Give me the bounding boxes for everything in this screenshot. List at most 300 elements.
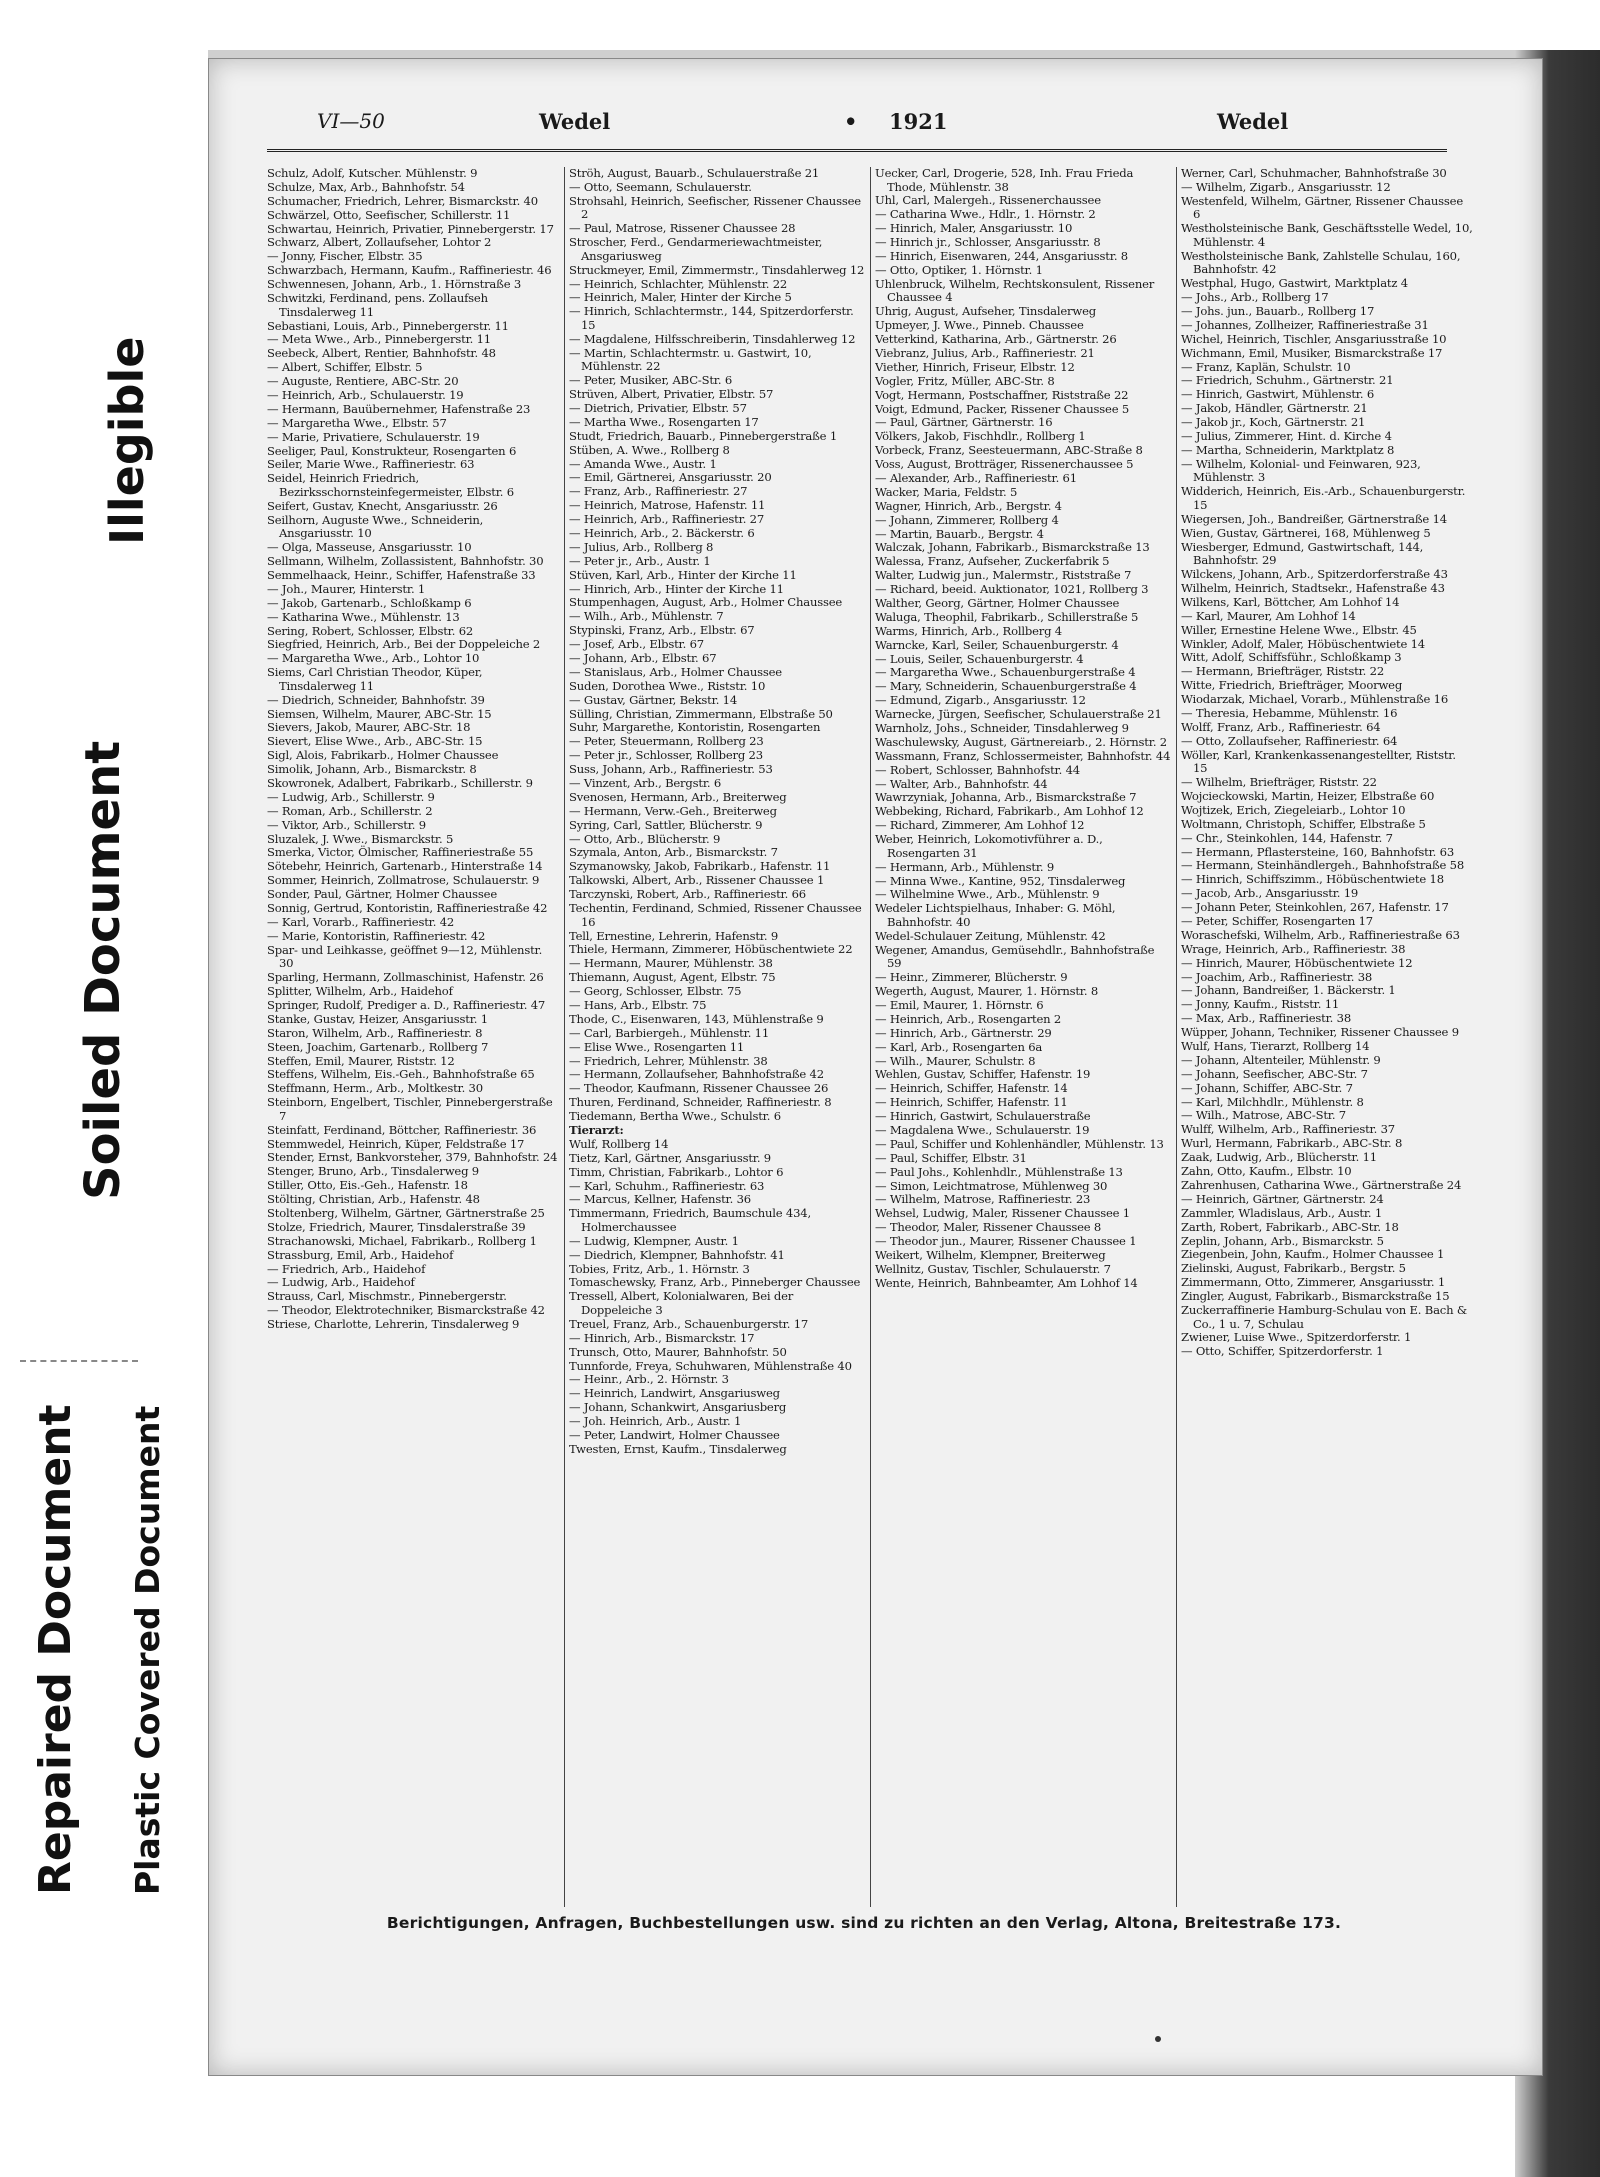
- directory-entry: Walessa, Franz, Aufseher, Zuckerfabrik 5: [875, 554, 1110, 569]
- directory-entry: — Hermann, Pflastersteine, 160, Bahnhofstr. 63: [1181, 844, 1455, 859]
- directory-entry: — Emil, Gärtnerei, Ansgariusstr. 20: [569, 470, 772, 485]
- directory-entry: Uhlenbruck, Wilhelm, Rechtskonsulent, Rissener Chaussee 4: [875, 276, 1155, 305]
- directory-entry: — Wilh., Maurer, Schulstr. 8: [875, 1053, 1036, 1068]
- directory-entry: Schwartau, Heinrich, Privatier, Pinnebergerstr. 17: [267, 221, 554, 236]
- directory-entry: Tell, Ernestine, Lehrerin, Hafenstr. 9: [569, 928, 779, 943]
- directory-entry: Sparling, Hermann, Zollmaschinist, Hafenstr. 26: [267, 970, 544, 985]
- directory-entry: — Julius, Arb., Rollberg 8: [569, 539, 714, 554]
- header-title-right: Wedel: [1217, 109, 1289, 134]
- directory-entry: — Albert, Schiffer, Elbstr. 5: [267, 360, 423, 375]
- directory-entry: Suden, Dorothea Wwe., Riststr. 10: [569, 678, 766, 693]
- directory-entry: Struckmeyer, Emil, Zimmermstr., Tinsdahlerweg 12: [569, 262, 865, 277]
- directory-entry: Svenosen, Hermann, Arb., Breiterweg: [569, 789, 787, 804]
- directory-entry: — Johann, Schiffer, ABC-Str. 7: [1181, 1080, 1353, 1095]
- directory-entry: Sievers, Jakob, Maurer, ABC-Str. 18: [267, 720, 471, 735]
- directory-entry: Wojtizek, Erich, Ziegeleiarb., Lohtor 10: [1181, 802, 1406, 817]
- directory-entry: Steffmann, Herm., Arb., Moltkestr. 30: [267, 1081, 483, 1096]
- directory-entry: Seilhorn, Auguste Wwe., Schneiderin, Ansgariusstr. 10: [267, 512, 484, 541]
- directory-entry: — Martin, Bauarb., Bergstr. 4: [875, 526, 1044, 541]
- directory-entry: Werner, Carl, Schuhmacher, Bahnhofstraße 30: [1181, 167, 1447, 180]
- directory-entry: — Peter jr., Arb., Austr. 1: [569, 553, 711, 568]
- directory-entry: — Viktor, Arb., Schillerstr. 9: [267, 817, 426, 832]
- directory-entry: Vogt, Hermann, Postschaffner, Riststraße 22: [875, 387, 1129, 402]
- directory-entry: — Stanislaus, Arb., Holmer Chaussee: [569, 664, 782, 679]
- directory-entry: Steffens, Wilhelm, Eis.-Geh., Bahnhofstraße 65: [267, 1067, 535, 1082]
- directory-entry: Wulff, Wilhelm, Arb., Raffineriestr. 37: [1181, 1122, 1395, 1137]
- directory-entry: Zuckerraffinerie Hamburg-Schulau von E. Bach & Co., 1 u. 7, Schulau: [1181, 1302, 1467, 1331]
- column-rule: [564, 167, 565, 1907]
- directory-entry: Warnholz, Johs., Schneider, Tinsdahlerweg 9: [875, 721, 1129, 736]
- directory-entry: — Franz, Arb., Raffineriestr. 27: [569, 484, 748, 499]
- directory-entry: Wedeler Lichtspielhaus, Inhaber: G. Möhl, Bahnhofstr. 40: [875, 901, 1116, 929]
- directory-entry: Wiesberger, Edmund, Gastwirtschaft, 144, Bahnhofstr. 29: [1181, 539, 1424, 568]
- directory-entry: — Theodor jun., Maurer, Rissener Chaussee 1: [875, 1234, 1137, 1249]
- directory-entry: — Peter jr., Schlosser, Rollberg 23: [569, 748, 763, 763]
- directory-entry: Siems, Carl Christian Theodor, Küper, Tinsdalerweg 11: [267, 665, 483, 693]
- stamp-illegible: Illegible: [100, 336, 154, 545]
- directory-entry: Smerka, Victor, Ölmischer, Raffineriestraße 55: [267, 845, 534, 860]
- directory-entry: Wilhelm, Heinrich, Stadtsekr., Hafenstraße 43: [1181, 580, 1445, 595]
- header-dot: •: [844, 109, 858, 134]
- directory-entry: — Hinrich jr., Schlosser, Ansgariusstr. 8: [875, 235, 1101, 250]
- directory-entry: Wiodarzak, Michael, Vorarb., Mühlenstraße 16: [1181, 692, 1448, 707]
- directory-entry: Wulf, Rollberg 14: [569, 1136, 669, 1151]
- directory-entry: Stumpenhagen, August, Arb., Holmer Chaussee: [569, 595, 843, 610]
- directory-entry: — Catharina Wwe., Hdlr., 1. Hörnstr. 2: [875, 207, 1096, 222]
- directory-entry: — Margaretha Wwe., Schauenburgerstraße 4: [875, 665, 1136, 680]
- directory-entry: — Johann, Zimmerer, Rollberg 4: [875, 512, 1059, 527]
- directory-entry: Witte, Friedrich, Briefträger, Moorweg: [1181, 678, 1403, 693]
- directory-entry: Sommer, Heinrich, Zollmatrose, Schulauerstr. 9: [267, 873, 540, 888]
- directory-entry: Zahn, Otto, Kaufm., Elbstr. 10: [1181, 1164, 1352, 1179]
- directory-entry: — Heinrich, Arb., Rosengarten 2: [875, 1011, 1062, 1026]
- directory-entry: Wehlen, Gustav, Schiffer, Hafenstr. 19: [875, 1067, 1091, 1082]
- directory-entry: Zielinski, August, Fabrikarb., Bergstr. 5: [1181, 1261, 1406, 1276]
- directory-entry: Sering, Robert, Schlosser, Elbstr. 62: [267, 623, 474, 638]
- directory-entry: Steen, Joachim, Gartenarb., Rollberg 7: [267, 1039, 489, 1054]
- directory-entry: — Paul, Gärtner, Gärtnerstr. 16: [875, 415, 1053, 430]
- publisher-footer: Berichtigungen, Anfragen, Buchbestellungen usw. sind zu richten an den Verlag, Altona, Breitestraße 173.: [386, 1914, 1342, 1932]
- running-head: [209, 109, 1544, 139]
- directory-entry: — Gustav, Gärtner, Bekstr. 14: [569, 692, 738, 707]
- directory-entry: Waluga, Theophil, Fabrikarb., Schillerstraße 5: [875, 609, 1139, 624]
- directory-entry: Sebastiani, Louis, Arb., Pinnebergerstr. 11: [267, 318, 509, 333]
- directory-entry: Stüven, Karl, Arb., Hinter der Kirche 11: [569, 567, 797, 582]
- directory-entry: Schwennesen, Johann, Arb., 1. Hörnstraße 3: [267, 277, 522, 292]
- directory-entry: Waschulewsky, August, Gärtnereiarb., 2. Hörnstr. 2: [875, 734, 1167, 749]
- directory-entry: — Karl, Maurer, Am Lohhof 14: [1181, 608, 1356, 623]
- directory-entry: — Hinrich, Schiffszimm., Höbüschentwiete 18: [1181, 872, 1444, 887]
- directory-entry: — Theodor, Maler, Rissener Chaussee 8: [875, 1220, 1102, 1235]
- directory-entry: — Johann, Seefischer, ABC-Str. 7: [1181, 1066, 1368, 1081]
- directory-entry: Treuel, Franz, Arb., Schauenburgerstr. 17: [569, 1316, 809, 1331]
- directory-entry: — Carl, Barbiergeh., Mühlenstr. 11: [569, 1025, 770, 1040]
- directory-entry: Wawrzyniak, Johanna, Arb., Bismarckstraße 7: [875, 790, 1137, 805]
- directory-entry: Strüven, Albert, Privatier, Elbstr. 57: [569, 387, 774, 402]
- directory-entry: Wien, Gustav, Gärtnerei, 168, Mühlenweg 5: [1181, 525, 1431, 540]
- directory-entry: Woraschefski, Wilhelm, Arb., Raffineriestraße 63: [1181, 927, 1460, 942]
- directory-entry: Westphal, Hugo, Gastwirt, Marktplatz 4: [1181, 276, 1408, 291]
- directory-entry: Ströh, August, Bauarb., Schulauerstraße 21: [569, 167, 820, 180]
- directory-entry: — Wilhelmine Wwe., Arb., Mühlenstr. 9: [875, 887, 1100, 902]
- directory-entry: Steinborn, Engelbert, Tischler, Pinnebergerstraße 7: [267, 1095, 553, 1123]
- directory-entry: Walter, Ludwig jun., Malermstr., Riststraße 7: [875, 568, 1132, 583]
- directory-entry: — Josef, Arb., Elbstr. 67: [569, 637, 704, 652]
- directory-entry: Zaak, Ludwig, Arb., Blücherstr. 11: [1181, 1150, 1377, 1165]
- header-rule: [267, 149, 1447, 152]
- directory-entry: Staron, Wilhelm, Arb., Raffineriestr. 8: [267, 1025, 483, 1040]
- directory-entry: Stemmwedel, Heinrich, Küper, Feldstraße 17: [267, 1136, 525, 1151]
- directory-entry: — Ludwig, Klempner, Austr. 1: [569, 1233, 739, 1248]
- directory-entry: Wüpper, Johann, Techniker, Rissener Chaussee 9: [1181, 1025, 1459, 1040]
- directory-entry: — Heinrich, Schiffer, Hafenstr. 11: [875, 1095, 1068, 1110]
- directory-entry: Schulz, Adolf, Kutscher. Mühlenstr. 9: [267, 167, 478, 180]
- directory-entry: Splitter, Wilhelm, Arb., Haidehof: [267, 984, 453, 999]
- directory-entry: Springer, Rudolf, Prediger a. D., Raffineriestr. 47: [267, 997, 546, 1012]
- directory-entry: — Theodor, Kaufmann, Rissener Chaussee 26: [569, 1081, 829, 1096]
- directory-entry: Wegerth, August, Maurer, 1. Hörnstr. 8: [875, 984, 1099, 999]
- directory-entry: Völkers, Jakob, Fischhdlr., Rollberg 1: [875, 429, 1086, 444]
- directory-entry: — Marcus, Kellner, Hafenstr. 36: [569, 1192, 751, 1207]
- directory-entry: Zimmermann, Otto, Zimmerer, Ansgariusstr. 1: [1181, 1275, 1446, 1290]
- directory-entry: — Heinrich, Maler, Hinter der Kirche 5: [569, 290, 792, 305]
- directory-entry: — Joh., Maurer, Hinterstr. 1: [267, 581, 426, 596]
- directory-entry: Wagner, Hinrich, Arb., Bergstr. 4: [875, 498, 1062, 513]
- directory-entry: — Hermann, Verw.-Geh., Breiterweg: [569, 803, 777, 818]
- directory-entry: — Louis, Seiler, Schauenburgerstr. 4: [875, 651, 1084, 666]
- directory-entry: — Johann Peter, Steinkohlen, 267, Hafenstr. 17: [1181, 900, 1449, 915]
- directory-entry: — Otto, Seemann, Schulauerstr.: [569, 179, 752, 194]
- directory-entry: — Katharina Wwe., Mühlenstr. 13: [267, 609, 460, 624]
- directory-entry: — Magdalena Wwe., Schulauerstr. 19: [875, 1122, 1090, 1137]
- directory-entry: — Magdalene, Hilfsschreiberin, Tinsdahlerweg 12: [569, 331, 856, 346]
- directory-entry: Vogler, Fritz, Müller, ABC-Str. 8: [875, 373, 1055, 388]
- directory-entry: Warncke, Karl, Seiler, Schauenburgerstr. 4: [875, 637, 1119, 652]
- directory-entry: — Jonny, Fischer, Elbstr. 35: [267, 249, 423, 264]
- directory-entry: — Georg, Schlosser, Elbstr. 75: [569, 984, 742, 999]
- directory-entry: Sellmann, Wilhelm, Zollassistent, Bahnhofstr. 30: [267, 554, 544, 569]
- directory-entry: Seiler, Marie Wwe., Raffineriestr. 63: [267, 457, 475, 472]
- directory-entry: Viether, Hinrich, Friseur, Elbstr. 12: [875, 359, 1075, 374]
- directory-entry: Voss, August, Brotträger, Rissenerchaussee 5: [875, 457, 1134, 472]
- header-title-left: Wedel: [539, 109, 611, 134]
- directory-entry: — Johann, Altenteiler, Mühlenstr. 9: [1181, 1052, 1381, 1067]
- directory-entry: — Marie, Privatiere, Schulauerstr. 19: [267, 429, 480, 444]
- directory-entry: Wilkens, Karl, Böttcher, Am Lohhof 14: [1181, 594, 1400, 609]
- directory-entry: Stölting, Christian, Arb., Hafenstr. 48: [267, 1192, 480, 1207]
- directory-entry: — Wilh., Arb., Mühlenstr. 7: [569, 609, 724, 624]
- directory-entry: Wolff, Franz, Arb., Raffineriestr. 64: [1181, 719, 1381, 734]
- directory-entry: Strauss, Carl, Mischmstr., Pinnebergerstr.: [267, 1289, 507, 1304]
- directory-entry: Zarth, Robert, Fabrikarb., ABC-Str. 18: [1181, 1219, 1399, 1234]
- directory-entry: Wassmann, Franz, Schlossermeister, Bahnhofstr. 44: [875, 748, 1171, 763]
- directory-entry: Wichel, Heinrich, Tischler, Ansgariusstraße 10: [1181, 331, 1447, 346]
- directory-entry: Wichmann, Emil, Musiker, Bismarckstraße 17: [1181, 345, 1443, 360]
- directory-entry: Stiller, Otto, Eis.-Geh., Hafenstr. 18: [267, 1178, 468, 1193]
- directory-entry: Uhrig, August, Aufseher, Tinsdalerweg: [875, 304, 1097, 319]
- directory-entry: Zammler, Wladislaus, Arb., Austr. 1: [1181, 1205, 1383, 1220]
- directory-entry: — Max, Arb., Raffineriestr. 38: [1181, 1011, 1352, 1026]
- directory-entry: Schwarzbach, Hermann, Kaufm., Raffineriestr. 46: [267, 263, 552, 278]
- directory-entry: Schulze, Max, Arb., Bahnhofstr. 54: [267, 179, 465, 194]
- directory-entry: Tierarzt:: [569, 1122, 624, 1137]
- directory-entry: Semmelhaack, Heinr., Schiffer, Hafenstraße 33: [267, 567, 536, 582]
- directory-entry: — Margaretha Wwe., Arb., Lohtor 10: [267, 651, 480, 666]
- directory-entry: Stroscher, Ferd., Gendarmeriewachtmeister, Ansgariusweg: [569, 235, 823, 263]
- directory-entry: — Otto, Optiker, 1. Hörnstr. 1: [875, 262, 1043, 277]
- directory-entry: — Hinrich, Arb., Hinter der Kirche 11: [569, 581, 784, 596]
- directory-entry: Strachanowski, Michael, Fabrikarb., Rollberg 1: [267, 1233, 537, 1248]
- directory-entry: — Emil, Maurer, 1. Hörnstr. 6: [875, 997, 1044, 1012]
- directory-entry: — Heinrich, Matrose, Hafenstr. 11: [569, 498, 766, 513]
- directory-column-4: [1181, 167, 1473, 1907]
- directory-entry: Szymanowsky, Jakob, Fabrikarb., Hafenstr. 11: [569, 859, 831, 874]
- directory-entry: Thiele, Hermann, Zimmerer, Höbüschentwiete 22: [569, 942, 853, 957]
- directory-entry: — Wilhelm, Briefträger, Riststr. 22: [1181, 775, 1377, 790]
- directory-entry: — Theodor, Elektrotechniker, Bismarckstraße 42: [267, 1303, 545, 1318]
- directory-entry: Vetterkind, Katharina, Arb., Gärtnerstr. 26: [875, 332, 1117, 347]
- directory-entry: — Otto, Schiffer, Spitzerdorferstr. 1: [1181, 1344, 1384, 1359]
- directory-entry: Walczak, Johann, Fabrikarb., Bismarckstraße 13: [875, 540, 1150, 555]
- directory-entry: Thode, C., Eisenwaren, 143, Mühlenstraße 9: [569, 1011, 824, 1026]
- directory-entry: Tunnforde, Freya, Schuhwaren, Mühlenstraße 40: [569, 1358, 852, 1373]
- directory-entry: Seebeck, Albert, Rentier, Bahnhofstr. 48: [267, 346, 496, 361]
- directory-entry: Uecker, Carl, Drogerie, 528, Inh. Frau Frieda Thode, Mühlenstr. 38: [875, 167, 1134, 194]
- directory-entry: Wacker, Maria, Feldstr. 5: [875, 484, 1018, 499]
- directory-entry: — Elise Wwe., Rosengarten 11: [569, 1039, 745, 1054]
- directory-entry: — Johs., Arb., Rollberg 17: [1181, 290, 1329, 305]
- directory-column-1: [267, 167, 559, 1907]
- directory-entry: Ziegenbein, John, Kaufm., Holmer Chaussee 1: [1181, 1247, 1445, 1262]
- directory-entry: Willer, Ernestine Helene Wwe., Elbstr. 45: [1181, 622, 1417, 637]
- directory-entry: Westenfeld, Wilhelm, Gärtner, Rissener Chaussee 6: [1181, 193, 1463, 222]
- directory-entry: — Hinrich, Gastwirt, Schulauerstraße: [875, 1109, 1091, 1124]
- directory-entry: — Heinrich, Schiffer, Hafenstr. 14: [875, 1081, 1068, 1096]
- directory-entry: — Hermann, Maurer, Mühlenstr. 38: [569, 956, 773, 971]
- directory-entry: — Mary, Schneiderin, Schauenburgerstraße 4: [875, 679, 1137, 694]
- directory-entry: — Paul, Schiffer und Kohlenhändler, Mühlenstr. 13: [875, 1136, 1164, 1151]
- directory-entry: Suss, Johann, Arb., Raffineriestr. 53: [569, 762, 773, 777]
- stamp-repaired-document: Repaired Document: [30, 1404, 81, 1895]
- directory-entry: — Peter, Steuermann, Rollberg 23: [569, 734, 764, 749]
- directory-entry: Warms, Hinrich, Arb., Rollberg 4: [875, 623, 1062, 638]
- directory-entry: — Johann, Arb., Elbstr. 67: [569, 650, 717, 665]
- directory-entry: Witt, Adolf, Schiffsführ., Schloßkamp 3: [1181, 650, 1402, 665]
- directory-entry: Zingler, August, Fabrikarb., Bismarckstraße 15: [1181, 1289, 1450, 1304]
- directory-entry: — Heinrich, Arb., Schulauerstr. 19: [267, 387, 464, 402]
- directory-entry: Strassburg, Emil, Arb., Haidehof: [267, 1247, 454, 1262]
- directory-entry: — Paul, Schiffer, Elbstr. 31: [875, 1150, 1027, 1165]
- directory-entry: — Robert, Schlosser, Bahnhofstr. 44: [875, 762, 1080, 777]
- directory-entry: Tomaschewsky, Franz, Arb., Pinneberger Chaussee: [569, 1275, 861, 1290]
- directory-entry: — Auguste, Rentiere, ABC-Str. 20: [267, 374, 459, 389]
- directory-entry: — Hermann, Bauübernehmer, Hafenstraße 23: [267, 401, 531, 416]
- directory-entry: Simolik, Johann, Arb., Bismarckstr. 8: [267, 762, 477, 777]
- directory-entry: — Otto, Zollaufseher, Raffineriestr. 64: [1181, 733, 1398, 748]
- directory-entry: Uhl, Carl, Malergeh., Rissenerchaussee: [875, 193, 1101, 208]
- column-rule: [1176, 167, 1177, 1907]
- directory-columns: [267, 167, 1473, 1907]
- directory-entry: Westholsteinische Bank, Geschäftsstelle Wedel, 10, Mühlenstr. 4: [1181, 221, 1473, 249]
- directory-entry: Seifert, Gustav, Knecht, Ansgariusstr. 26: [267, 498, 498, 513]
- directory-entry: — Edmund, Zigarb., Ansgariusstr. 12: [875, 693, 1086, 708]
- directory-entry: Wiegersen, Joh., Bandreißer, Gärtnerstraße 14: [1181, 511, 1447, 526]
- directory-entry: — Roman, Arb., Schillerstr. 2: [267, 803, 433, 818]
- directory-entry: — Ludwig, Arb., Schillerstr. 9: [267, 789, 435, 804]
- directory-entry: Stender, Ernst, Bankvorsteher, 379, Bahnhofstr. 24: [267, 1150, 558, 1165]
- directory-entry: — Karl, Schuhm., Raffineriestr. 63: [569, 1178, 765, 1193]
- directory-entry: — Vinzent, Arb., Bergstr. 6: [569, 776, 722, 790]
- directory-entry: Steffen, Emil, Maurer, Riststr. 12: [267, 1053, 455, 1068]
- directory-column-3: [875, 167, 1171, 1907]
- directory-entry: — Marie, Kontoristin, Raffineriestr. 42: [267, 928, 486, 943]
- directory-entry: Thiemann, August, Agent, Elbstr. 75: [569, 970, 776, 985]
- stamp-divider: [20, 1360, 138, 1362]
- directory-entry: — Hermann, Steinhändlergeh., Bahnhofstraße 58: [1181, 858, 1465, 873]
- directory-entry: Siemsen, Wilhelm, Maurer, ABC-Str. 15: [267, 706, 492, 721]
- directory-entry: — Martha, Schneiderin, Marktplatz 8: [1181, 442, 1395, 457]
- directory-entry: Wöller, Karl, Krankenkassenangestellter, Riststr. 15: [1181, 747, 1456, 776]
- directory-entry: Zeplin, Johann, Arb., Bismarckstr. 5: [1181, 1233, 1384, 1248]
- directory-entry: Vorbeck, Franz, Seesteuermann, ABC-Straße 8: [875, 443, 1143, 458]
- directory-entry: — Heinr., Arb., 2. Hörnstr. 3: [569, 1372, 729, 1387]
- directory-entry: Sievert, Elise Wwe., Arb., ABC-Str. 15: [267, 734, 483, 749]
- directory-entry: Trunsch, Otto, Maurer, Bahnhofstr. 50: [569, 1344, 787, 1359]
- directory-entry: Syring, Carl, Sattler, Blücherstr. 9: [569, 817, 763, 832]
- directory-entry: — Hermann, Zollaufseher, Bahnhofstraße 42: [569, 1067, 824, 1082]
- directory-entry: — Karl, Milchhdlr., Mühlenstr. 8: [1181, 1094, 1364, 1109]
- directory-entry: — Joachim, Arb., Raffineriestr. 38: [1181, 969, 1373, 984]
- directory-entry: Tressell, Albert, Kolonialwaren, Bei der Doppeleiche 3: [569, 1289, 794, 1317]
- directory-entry: — Hinrich, Schlachtermstr., 144, Spitzerdorferstr. 15: [569, 304, 854, 332]
- directory-entry: Sluzalek, J. Wwe., Bismarckstr. 5: [267, 831, 454, 846]
- directory-entry: Sülling, Christian, Zimmermann, Elbstraße 50: [569, 706, 833, 721]
- directory-entry: — Diedrich, Schneider, Bahnhofstr. 39: [267, 692, 485, 707]
- directory-entry: — Jakob, Händler, Gärtnerstr. 21: [1181, 401, 1368, 416]
- directory-entry: Stoltenberg, Wilhelm, Gärtner, Gärtnerstraße 25: [267, 1206, 545, 1221]
- directory-entry: — Hinrich, Maurer, Höbüschentwiete 12: [1181, 955, 1413, 970]
- directory-entry: — Jakob jr., Koch, Gärtnerstr. 21: [1181, 415, 1366, 430]
- directory-entry: — Jakob, Gartenarb., Schloßkamp 6: [267, 595, 472, 610]
- directory-entry: Talkowski, Albert, Arb., Rissener Chaussee 1: [569, 873, 825, 888]
- directory-entry: — Paul, Matrose, Rissener Chaussee 28: [569, 221, 796, 236]
- directory-entry: — Theresia, Hebamme, Mühlenstr. 16: [1181, 705, 1398, 720]
- directory-entry: Winkler, Adolf, Maler, Höbüschentwiete 14: [1181, 636, 1425, 651]
- directory-entry: — Richard, Zimmerer, Am Lohhof 12: [875, 818, 1085, 833]
- directory-entry: Wegener, Amandus, Gemüsehdlr., Bahnhofstraße 59: [875, 942, 1155, 971]
- directory-entry: Sonnig, Gertrud, Kontoristin, Raffineriestraße 42: [267, 901, 548, 916]
- directory-entry: — Hinrich, Arb., Bismarckstr. 17: [569, 1330, 755, 1345]
- directory-entry: Strohsahl, Heinrich, Seefischer, Rissener Chaussee 2: [569, 193, 861, 222]
- directory-entry: Seeliger, Paul, Konstrukteur, Rosengarten 6: [267, 443, 517, 458]
- directory-entry: Schwitzki, Ferdinand, pens. Zollaufseh Tinsdalerweg 11: [267, 291, 488, 319]
- directory-entry: Stüben, A. Wwe., Rollberg 8: [569, 442, 730, 457]
- directory-entry: — Peter, Landwirt, Holmer Chaussee: [569, 1427, 780, 1442]
- directory-entry: — Chr., Steinkohlen, 144, Hafenstr. 7: [1181, 830, 1393, 845]
- directory-entry: Stenger, Bruno, Arb., Tinsdalerweg 9: [267, 1164, 479, 1179]
- directory-entry: — Jacob, Arb., Ansgariusstr. 19: [1181, 886, 1359, 901]
- directory-entry: Spar- und Leihkasse, geöffnet 9—12, Mühlenstr. 30: [267, 942, 543, 971]
- directory-entry: — Joh. Heinrich, Arb., Austr. 1: [569, 1414, 742, 1429]
- directory-entry: Timmermann, Friedrich, Baumschule 434, Holmerchaussee: [569, 1206, 811, 1234]
- directory-entry: Zahrenhusen, Catharina Wwe., Gärtnerstraße 24: [1181, 1177, 1462, 1192]
- directory-entry: Westholsteinische Bank, Zahlstelle Schulau, 160, Bahnhofstr. 42: [1181, 248, 1461, 277]
- directory-entry: — Hinrich, Eisenwaren, 244, Ansgariusstr. 8: [875, 249, 1128, 264]
- directory-entry: — Walter, Arb., Bahnhofstr. 44: [875, 776, 1048, 791]
- directory-entry: — Margaretha Wwe., Elbstr. 57: [267, 415, 447, 430]
- directory-entry: — Friedrich, Schuhm., Gärtnerstr. 21: [1181, 373, 1394, 388]
- directory-entry: Tietz, Karl, Gärtner, Ansgariusstr. 9: [569, 1150, 771, 1165]
- stamp-soiled-document: Soiled Document: [75, 740, 131, 1200]
- directory-entry: Weber, Heinrich, Lokomotivführer a. D., Rosengarten 31: [875, 832, 1103, 860]
- directory-entry: — Friedrich, Lehrer, Mühlenstr. 38: [569, 1053, 768, 1068]
- directory-entry: — Simon, Leichtmatrose, Mühlenweg 30: [875, 1178, 1108, 1193]
- header-year: 1921: [889, 109, 948, 134]
- directory-entry: Twesten, Ernst, Kaufm., Tinsdalerweg: [569, 1441, 787, 1456]
- directory-entry: Viebranz, Julius, Arb., Raffineriestr. 21: [875, 345, 1095, 360]
- directory-entry: Thuren, Ferdinand, Schneider, Raffineriestr. 8: [569, 1095, 832, 1110]
- directory-entry: Wrage, Heinrich, Arb., Raffineriestr. 38: [1181, 941, 1406, 956]
- directory-entry: — Diedrich, Klempner, Bahnhofstr. 41: [569, 1247, 785, 1262]
- directory-entry: — Wilhelm, Matrose, Raffineriestr. 23: [875, 1192, 1091, 1207]
- directory-entry: Wojcieckowski, Martin, Heizer, Elbstraße 60: [1181, 789, 1435, 803]
- directory-entry: — Minna Wwe., Kantine, 952, Tinsdalerweg: [875, 873, 1126, 888]
- directory-entry: — Friedrich, Arb., Haidehof: [267, 1261, 426, 1276]
- directory-entry: — Karl, Vorarb., Raffineriestr. 42: [267, 914, 455, 929]
- directory-entry: Stanke, Gustav, Heizer, Ansgariusstr. 1: [267, 1011, 488, 1026]
- directory-entry: — Martha Wwe., Rosengarten 17: [569, 414, 759, 429]
- directory-entry: Stolze, Friedrich, Maurer, Tinsdalerstraße 39: [267, 1219, 526, 1234]
- directory-entry: — Heinrich, Gärtner, Gärtnerstr. 24: [1181, 1191, 1384, 1206]
- directory-entry: Tiedemann, Bertha Wwe., Schulstr. 6: [569, 1109, 781, 1124]
- directory-entry: Studt, Friedrich, Bauarb., Pinnebergerstraße 1: [569, 428, 837, 443]
- directory-entry: — Hinrich, Maler, Ansgariusstr. 10: [875, 221, 1073, 236]
- directory-entry: Wulf, Hans, Tierarzt, Rollberg 14: [1181, 1039, 1370, 1054]
- directory-entry: Seidel, Heinrich Friedrich, Bezirksschornsteinfegermeister, Elbstr. 6: [267, 471, 514, 499]
- directory-entry: — Karl, Arb., Rosengarten 6a: [875, 1039, 1043, 1054]
- directory-entry: Schwarz, Albert, Zollaufseher, Lohtor 2: [267, 235, 492, 250]
- directory-entry: — Heinr., Zimmerer, Blücherstr. 9: [875, 970, 1068, 985]
- directory-entry: Wilckens, Johann, Arb., Spitzerdorferstraße 43: [1181, 567, 1448, 582]
- directory-entry: — Johann, Bandreißer, 1. Bäckerstr. 1: [1181, 983, 1396, 998]
- directory-entry: — Julius, Zimmerer, Hint. d. Kirche 4: [1181, 429, 1392, 444]
- directory-entry: — Hermann, Arb., Mühlenstr. 9: [875, 859, 1055, 874]
- directory-entry: Wedel-Schulauer Zeitung, Mühlenstr. 42: [875, 928, 1106, 943]
- directory-entry: Techentin, Ferdinand, Schmied, Rissener Chaussee 16: [569, 901, 862, 929]
- directory-entry: — Heinrich, Schlachter, Mühlenstr. 22: [569, 276, 788, 291]
- directory-entry: Wehsel, Ludwig, Maler, Rissener Chaussee 1: [875, 1206, 1130, 1221]
- directory-entry: Widderich, Heinrich, Eis.-Arb., Schauenburgerstr. 15: [1181, 484, 1466, 512]
- directory-entry: — Heinrich, Arb., 2. Bäckerstr. 6: [569, 525, 755, 540]
- directory-entry: — Wilhelm, Zigarb., Ansgariusstr. 12: [1181, 179, 1391, 194]
- directory-entry: Upmeyer, J. Wwe., Pinneb. Chaussee: [875, 318, 1084, 333]
- directory-entry: Sonder, Paul, Gärtner, Holmer Chaussee: [267, 887, 498, 902]
- directory-entry: — Hermann, Briefträger, Riststr. 22: [1181, 664, 1385, 679]
- directory-entry: — Johs. jun., Bauarb., Rollberg 17: [1181, 304, 1375, 319]
- directory-entry: Tobies, Fritz, Arb., 1. Hörnstr. 3: [569, 1261, 750, 1276]
- directory-entry: Stypinski, Franz, Arb., Elbstr. 67: [569, 623, 755, 638]
- directory-entry: Webbeking, Richard, Fabrikarb., Am Lohhof 12: [875, 804, 1144, 819]
- directory-entry: Steinfatt, Ferdinand, Böttcher, Raffineriestr. 36: [267, 1122, 537, 1137]
- directory-entry: — Heinrich, Landwirt, Ansgariusweg: [569, 1386, 780, 1401]
- directory-entry: Skowronek, Adalbert, Fabrikarb., Schillerstr. 9: [267, 776, 533, 790]
- directory-entry: — Hinrich, Gastwirt, Mühlenstr. 6: [1181, 387, 1374, 402]
- directory-entry: — Olga, Masseuse, Ansgariusstr. 10: [267, 540, 472, 555]
- directory-entry: — Amanda Wwe., Austr. 1: [569, 456, 717, 471]
- directory-entry: Sigl, Alois, Fabrikarb., Holmer Chaussee: [267, 748, 499, 763]
- directory-entry: — Martin, Schlachtermstr. u. Gastwirt, 10, Mühlenstr. 22: [569, 345, 812, 374]
- directory-entry: — Johann, Schankwirt, Ansgariusberg: [569, 1400, 787, 1415]
